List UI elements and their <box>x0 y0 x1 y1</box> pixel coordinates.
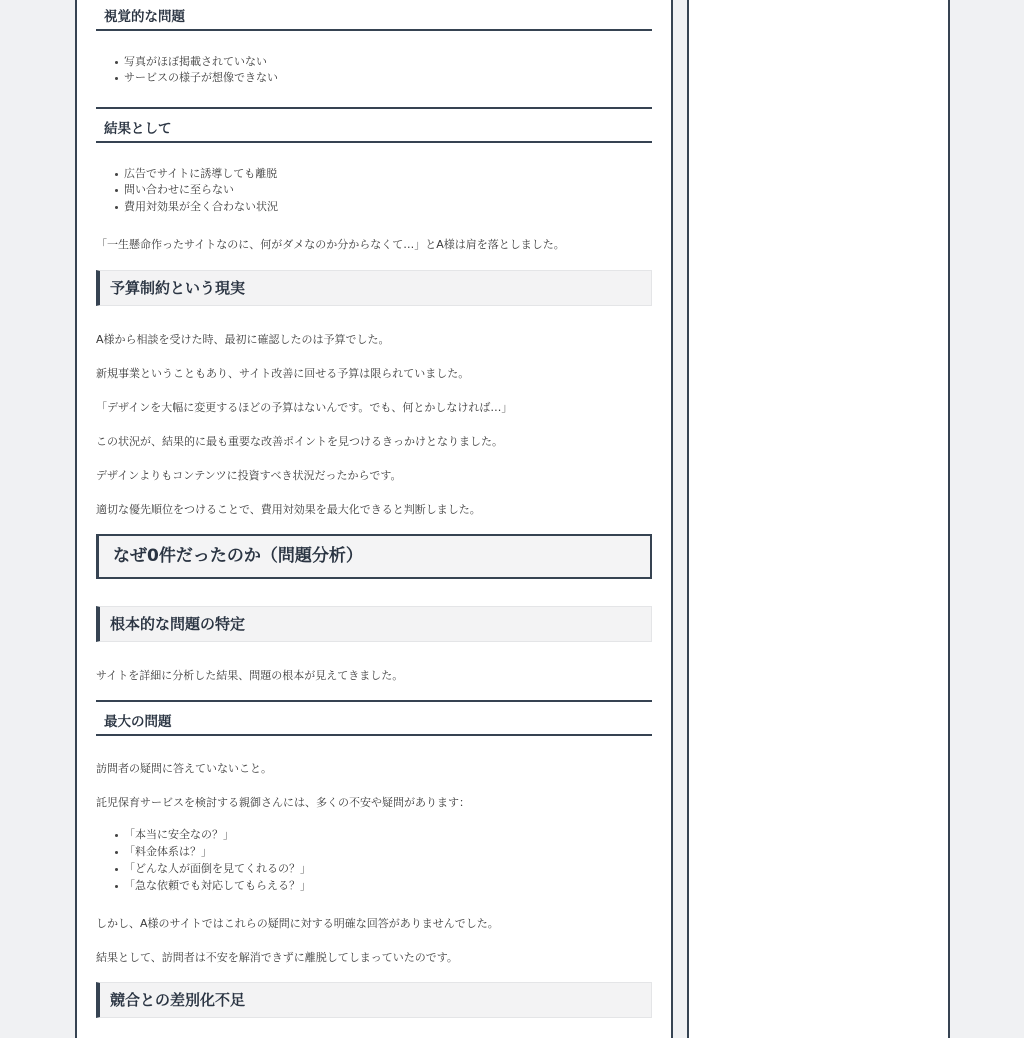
paragraph: 適切な優先順位をつけることで、費用対効果を最大化できると判断しました。 <box>96 503 481 516</box>
paragraph: サイトを詳細に分析した結果、問題の根本が見えてきました。 <box>96 669 404 682</box>
paragraph: 託児保育サービスを検討する親御さんには、多くの不安や疑問があります： <box>96 796 470 809</box>
list-item: サービスの様子が想像できない <box>124 71 278 84</box>
list-item: 「本当に安全なの？」 <box>124 828 234 841</box>
paragraph: デザインよりもコンテンツに投資すべき状況だったからです。 <box>96 469 402 482</box>
heading-biggest-problem: 最大の問題 <box>104 714 172 730</box>
heading-overline <box>96 107 652 109</box>
paragraph: 訪問者の疑問に答えていないこと。 <box>96 762 272 775</box>
sidebar-column <box>687 0 950 1038</box>
paragraph: しかし、A様のサイトではこれらの疑問に対する明確な回答がありませんでした。 <box>96 917 499 930</box>
paragraph: この状況が、結果的に最も重要な改善ポイントを見つけるきっかけとなりました。 <box>96 435 503 448</box>
list-item: 広告でサイトに誘導しても離脱 <box>124 167 278 180</box>
heading-budget-reality: 予算制約という現実 <box>96 270 652 306</box>
heading-why-zero: なぜ0件だったのか（問題分析） <box>96 534 652 579</box>
heading-visual-problems: 視覚的な問題 <box>104 9 185 25</box>
paragraph: 結果として、訪問者は不安を解消できずに離脱してしまっていたのです。 <box>96 951 458 964</box>
heading-root-problem: 根本的な問題の特定 <box>96 606 652 642</box>
paragraph-quote: 「一生懸命作ったサイトなのに、何がダメなのか分からなくて…」とA様は肩を落としました。 <box>96 238 565 251</box>
list-item: 「どんな人が面倒を見てくれるの？」 <box>124 862 311 875</box>
list-item: 費用対効果が全く合わない状況 <box>124 200 278 213</box>
list-item: 問い合わせに至らない <box>124 183 234 196</box>
list-item: 「急な依頼でも対応してもらえる？」 <box>124 879 311 892</box>
heading-underline <box>96 141 652 143</box>
paragraph: 新規事業ということもあり、サイト改善に回せる予算は限られていました。 <box>96 367 470 380</box>
list-item: 「料金体系は？」 <box>124 845 212 858</box>
paragraph: A様から相談を受けた時、最初に確認したのは予算でした。 <box>96 333 390 346</box>
heading-overline <box>96 700 652 702</box>
list-item: 写真がほぼ掲載されていない <box>124 55 267 68</box>
heading-competition: 競合との差別化不足 <box>96 982 652 1018</box>
heading-underline <box>96 734 652 736</box>
heading-result: 結果として <box>104 121 172 137</box>
paragraph: 「デザインを大幅に変更するほどの予算はないんです。でも、何とかしなければ…」 <box>96 401 513 414</box>
heading-underline <box>96 29 652 31</box>
